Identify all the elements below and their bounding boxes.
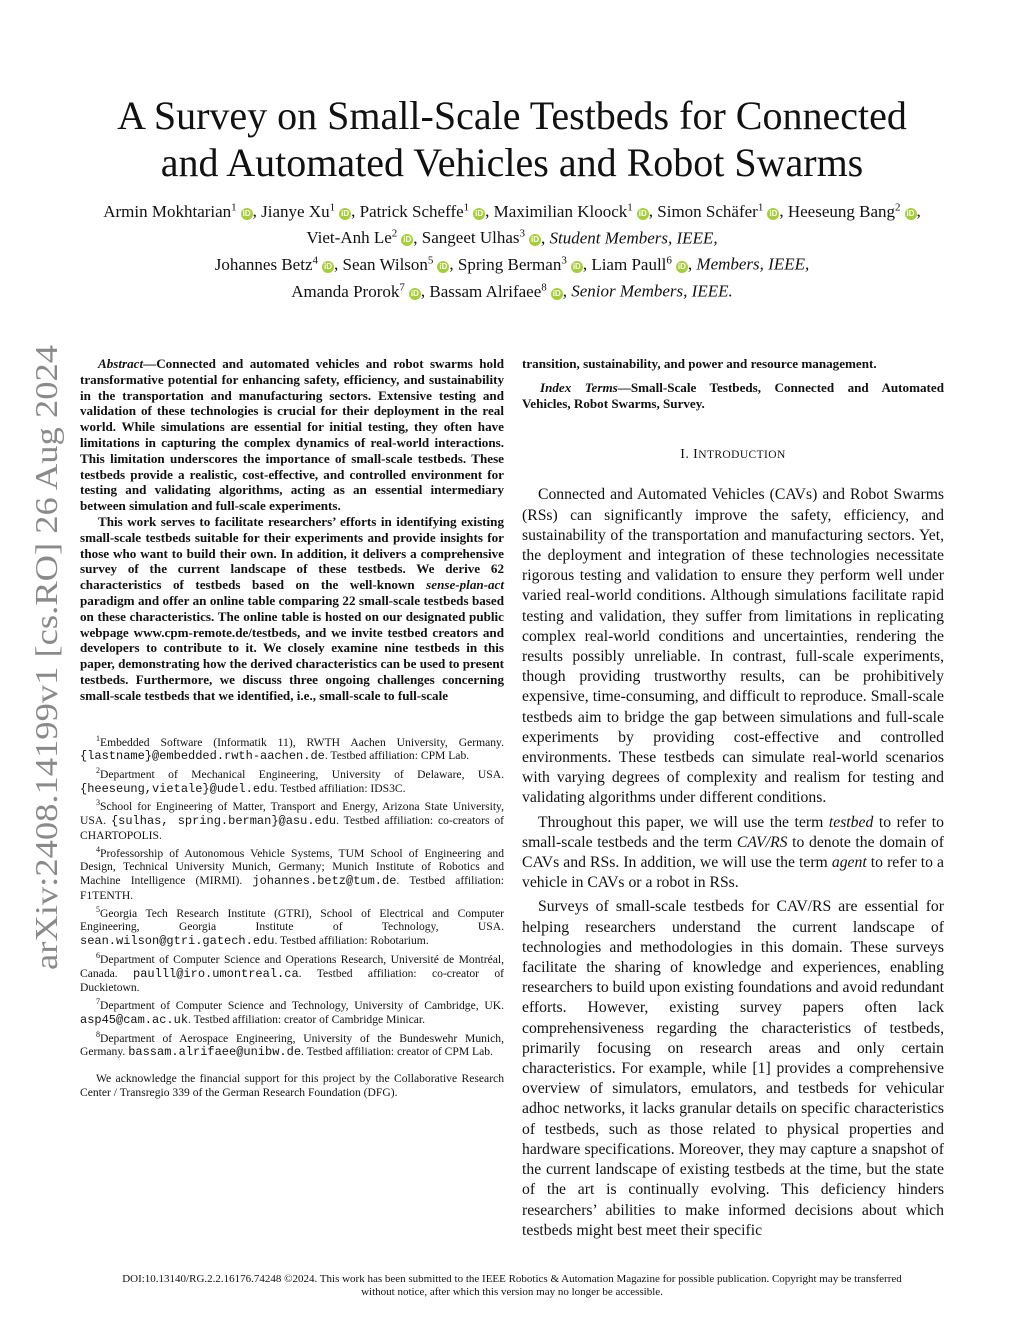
- orcid-icon: iD: [403, 235, 412, 245]
- paper-title: [60, 92, 964, 186]
- footnote: $^3$School for Engineering of Matter, Transport and Energy, Arizona State University, USA. {sulhas, spring.berman}@asu.edu. Testbed affiliation: co-creators of CHARTOPOLIS.: [80, 798, 504, 842]
- orcid-icon: iD: [341, 208, 350, 218]
- intro-paragraph-3: Surveys of small-scale testbeds for CAV/RS are essential for helping researchers understand the current landscape of technologies and methodologies in this domain. These surveys facilitate the sharing of knowledge and experiences, enabling researchers to build upon existing foundations and avoid redundant efforts. However, existing survey papers often lack comprehensiveness regarding the characteristics of testbeds, primarily focusing on research areas and only certain characteristics. For example, while [1] provides a comprehensive overview of simulators, emulators, and testbeds for vehicular adhoc networks, it lacks granular details on specific characteristics of testbeds, such as those related to physical properties and hardware specifications. Moreover, they may capture a snapshot of the current landscape of existing testbeds at the time, but the state of the art is continually evolving. This deficiency hinders researchers’ abilities to make informed decisions about which testbeds might best meet their specific: [522, 898, 944, 1239]
- author: Simon Schäfer$^1$iD: [657, 201, 778, 221]
- footer-line-1: DOI:10.13140/RG.2.2.16176.74248 ©2024. This work has been submitted to the IEEE Robotics & Automation Magazine for possible publication. Copyright may be transferred: [122, 1273, 902, 1285]
- email: bassam.alrifaee@unibw.de: [128, 1045, 302, 1060]
- arxiv-identifier-stamp: [26, 345, 66, 970]
- orcid-icon: iD: [552, 288, 561, 298]
- orcid-icon: iD: [677, 261, 686, 271]
- email: sean.wilson@gtri.gatech.edu: [80, 934, 275, 949]
- orcid-icon: iD: [242, 208, 251, 218]
- email: asp45@cam.ac.uk: [80, 1012, 189, 1027]
- intro-paragraph-2: Throughout this paper, we will use the term testbed to refer to small-scale testbeds and the term CAV/RS to denote the domain of CAVs and RSs. In addition, we will use the term agent to refer to a vehicle in CAVs or a robot in RSs.: [522, 813, 945, 892]
- abstract-paragraph-1: Abstract—Connected and automated vehicles and robot swarms hold transformative potential for enhancing safety, efficiency, and sustainability in the transportation and manufacturing sectors. Extensive testing and validation of these technologies is crucial for their deployment in the real world. While simulations are essential for initial testing, they often have limitations in capturing the complex dynamics of real-world interactions. This limitation underscores the importance of small-scale testbeds. These testbeds provide a realistic, cost-effective, and controlled environment for testing and validating algorithms, acting as an essential intermediary between simulation and full-scale experiments.: [80, 356, 504, 514]
- author: Viet-Anh Le$^2$iD: [306, 227, 412, 248]
- author: Sangeet Ulhas$^3$iD: [421, 227, 540, 248]
- orcid-icon: iD: [906, 208, 915, 218]
- footnote: $^7$Department of Computer Science and Technology, University of Cambridge, UK. asp45@cam.ac.uk. Testbed affiliation: creator of Cambridge Minicar.: [80, 997, 504, 1027]
- abstract-paragraph-2: This work serves to facilitate researchers’ efforts in identifying existing small-scale testbeds suitable for their experiments and provide insights for those who want to build their own. In addition, it delivers a comprehensive survey of the current landscape of these testbeds. We derive 62 characteristics of testbeds based on the well-known sense-plan-act paradigm and offer an online table comparing 22 small-scale testbeds based on these characteristics. The online table is hosted on our designated public webpage www.cpm-remote.de/testbeds, and we invite testbed creators and developers to contribute to it. We closely examine nine testbeds in this paper, demonstrating how the derived characteristics can be used to present testbeds. Furthermore, we discuss three ongoing challenges concerning small-scale testbeds that we identified, i.e., small-scale to full-scale: [80, 513, 504, 703]
- acknowledgment: We acknowledge the financial support for this project by the Collaborative Research Center / Transregio 339 of the German Research Foundation (DFG).: [80, 1072, 504, 1099]
- orcid-icon: iD: [475, 208, 484, 218]
- author: Liam Paull$^6$iD: [591, 254, 686, 274]
- abstract-continuation: transition, sustainability, and power and resource management.: [522, 356, 877, 371]
- page-footer: [80, 1273, 944, 1299]
- author-list: Armin Mokhtarian$^1$iD , Jianye Xu$^1$iD , Patrick Scheffe$^1$iD , Maximilian Kloock$^1$iD , Simon Schäfer$^1$iD , Heeseung Bang$^2$iD , Viet-Anh Le$^2$iD , Sangeet Ulhas$^3$iD , Student Members, IEEE, Johannes Betz$^4$iD , Sean Wilson$^5$iD , Spring Berman$^3$iD , Liam Paull$^6$iD , Members, IEEE, Amanda Prorok$^7$iD , Bassam Alrifaee$^8$iD , Senior Members, IEEE.: [103, 201, 921, 301]
- membership-senior: Senior Members, IEEE.: [571, 281, 733, 301]
- footnote: $^2$Department of Mechanical Engineering, University of Delaware, USA. {heeseung,vietale}@udel.edu. Testbed affiliation: IDS3C.: [80, 765, 504, 796]
- title-line-2: and Automated Vehicles and Robot Swarms: [160, 140, 864, 185]
- email: paulll@iro.umontreal.ca: [133, 966, 299, 981]
- orcid-icon: iD: [324, 261, 332, 271]
- author: Armin Mokhtarian$^1$iD: [103, 201, 251, 221]
- membership-student: Student Members, IEEE,: [549, 228, 718, 248]
- orcid-icon: iD: [531, 235, 540, 245]
- affiliation-footnotes: [80, 732, 504, 1100]
- author: Bassam Alrifaee$^8$iD: [429, 280, 561, 301]
- footnote: $^6$Department of Computer Science and Operations Research, Université de Montréal, Canada. paulll@iro.umontreal.ca. Testbed affiliation: co-creator of Duckietown.: [80, 950, 504, 995]
- membership-members: Members, IEEE,: [696, 254, 810, 274]
- arxiv-identifier-text: arXiv:2408.14199v1 [cs.RO] 26 Aug 2024: [28, 422, 64, 970]
- author: Johannes Betz$^4$iD: [214, 254, 332, 274]
- email: {lastname}@embedded.rwth-aachen.de: [80, 749, 325, 764]
- abstract-label: Abstract: [98, 356, 144, 371]
- section-heading-introduction: I. INTRODUCTION: [680, 447, 786, 463]
- email: {sulhas, spring.berman}@asu.edu: [110, 814, 337, 829]
- author: Sean Wilson$^5$iD: [342, 254, 448, 274]
- author: Patrick Scheffe$^1$iD: [359, 201, 484, 221]
- email: {heeseung,vietale}@udel.edu: [80, 781, 275, 796]
- author: Spring Berman$^3$iD: [457, 254, 581, 274]
- footnote: $^4$Professorship of Autonomous Vehicle Systems, TUM School of Engineering and Design, Technical University Munich, Germany; Munich Institute of Robotics and Machine Intelligence (MIRMI). johannes.betz@tum.de. Testbed affiliation: F1TENTH.: [80, 844, 504, 902]
- footer-line-2: without notice, after which this version may no longer be accessible.: [361, 1286, 663, 1298]
- orcid-icon: iD: [572, 261, 581, 271]
- index-terms: Index Terms—Small-Scale Testbeds, Connected and Automated Vehicles, Robot Swarms, Survey.: [522, 379, 945, 411]
- author: Jianye Xu$^1$iD: [261, 201, 350, 221]
- abstract: [80, 356, 504, 704]
- right-column: [522, 356, 944, 1241]
- orcid-icon: iD: [638, 208, 647, 218]
- footnote: $^1$Embedded Software (Informatik 11), RWTH Aachen University, Germany. {lastname}@embedded.rwth-aachen.de. Testbed affiliation: CPM Lab.: [80, 733, 504, 764]
- orcid-icon: iD: [410, 288, 419, 298]
- index-terms-label: Index Terms: [540, 379, 618, 395]
- email: johannes.betz@tum.de: [252, 874, 397, 889]
- intro-paragraph-1: Connected and Automated Vehicles (CAVs) and Robot Swarms (RSs) can significantly improve the safety, efficiency, and sustainability of the transportation and manufacturing sectors. Yet, the deployment and integration of these technologies necessitate rigorous testing and validation to ensure they perform well under varied real-world conditions. Although simulations facilitate rapid testing and validation, they suffer from limitations in replicating complex real-world conditions and uncertainties, rendering the results possibly unreliable. In contrast, full-scale experiments, though providing trustworthy results, can be prohibitively expensive, time-consuming, and difficult to reproduce. Small-scale testbeds aim to bridge the gap between simulations and full-scale experiments by providing cost-effective and controlled environments. These testbeds can simulate real-world scenarios with varying degrees of complexity and realism for testing and validating algorithms under different conditions.: [522, 486, 944, 807]
- author: Amanda Prorok$^7$iD: [291, 280, 419, 301]
- left-column: [80, 356, 504, 1100]
- author: Maximilian Kloock$^1$iD: [493, 201, 647, 221]
- title-line-1: A Survey on Small-Scale Testbeds for Connected: [117, 93, 907, 138]
- footnote: $^8$Department of Aerospace Engineering, University of the Bundeswehr Munich, Germany. bassam.alrifaee@unibw.de. Testbed affiliation: creator of CPM Lab.: [80, 1029, 504, 1060]
- abstract-continued: [522, 356, 944, 372]
- author: Heeseung Bang$^2$iD: [787, 201, 915, 221]
- orcid-icon: iD: [769, 208, 778, 218]
- orcid-icon: iD: [439, 261, 448, 271]
- footnote: $^5$Georgia Tech Research Institute (GTRI), School of Electrical and Computer Engineering, Georgia Institute of Technology, USA. sean.wilson@gtri.gatech.edu. Testbed affiliation: Robotarium.: [80, 904, 504, 949]
